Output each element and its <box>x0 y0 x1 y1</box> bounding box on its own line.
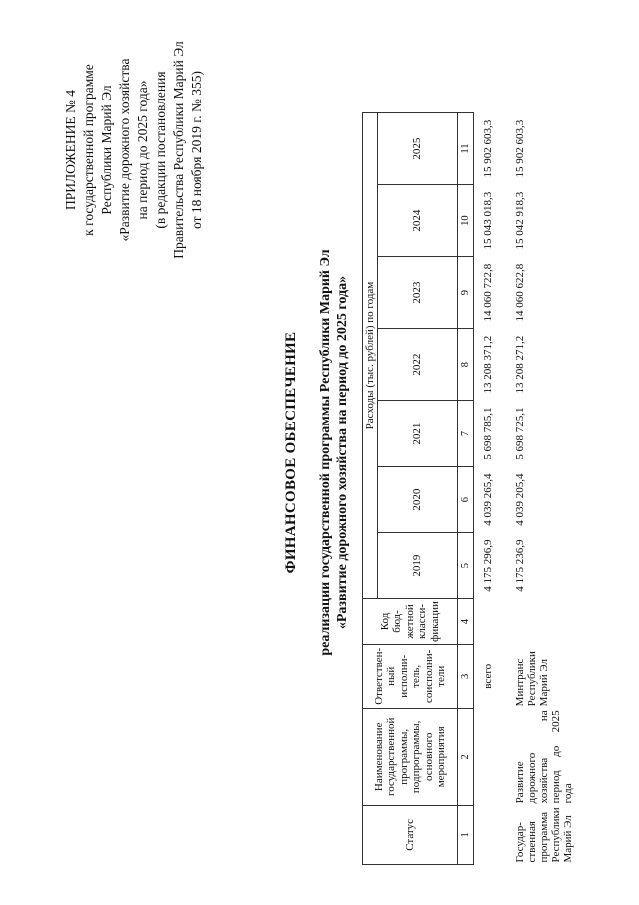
column-number: 3 <box>458 644 474 708</box>
row-value: 4 039 265,4 <box>482 473 494 526</box>
row-value: 15 042 918,3 <box>513 191 526 250</box>
header-year: 2024 <box>378 185 458 257</box>
column-number: 1 <box>458 805 474 864</box>
header-year: 2021 <box>378 401 458 467</box>
table-row <box>514 113 584 865</box>
column-number: 4 <box>458 599 474 645</box>
appendix-block <box>62 20 206 280</box>
header-status: Статус <box>363 805 458 864</box>
row-value: 5 698 785,1 <box>482 407 494 460</box>
row-value: 4 175 236,9 <box>513 539 526 592</box>
column-number: 2 <box>458 708 474 805</box>
row-value: 4 175 296,9 <box>482 539 494 592</box>
column-number-row <box>458 113 474 865</box>
appendix-line: от 18 ноября 2019 г. № 355) <box>189 71 204 229</box>
row-name <box>474 708 514 805</box>
header-expenses: Расходы (тыс. рублей) по годам <box>363 113 378 599</box>
column-number: 5 <box>458 533 474 599</box>
column-number: 10 <box>458 185 474 257</box>
header-name: Наименование государственной программы, подпрограммы, основного мероприятия <box>363 708 458 805</box>
row-value: 14 060 622,8 <box>513 263 526 322</box>
header-year: 2019 <box>378 533 458 599</box>
row-value: 15 902 603,3 <box>482 119 494 178</box>
row-code <box>474 599 514 645</box>
column-number: 11 <box>458 113 474 185</box>
header-year: 2025 <box>378 113 458 185</box>
appendix-line: Республики Марий Эл <box>99 85 114 215</box>
header-row <box>363 113 378 865</box>
row-status <box>474 805 514 864</box>
column-number: 9 <box>458 257 474 329</box>
column-number: 7 <box>458 401 474 467</box>
header-code: Код бюд-жетной класси-фикации <box>363 599 458 645</box>
document-heading <box>283 60 351 845</box>
appendix-line: к государственной программе <box>81 64 96 236</box>
row-responsible: всего <box>482 663 494 689</box>
program-name: «Развитие дорожного хозяйства на период до 2025 года» <box>335 275 350 630</box>
table-row <box>474 113 514 865</box>
column-number: 8 <box>458 329 474 401</box>
column-number: 6 <box>458 467 474 533</box>
row-value: 13 208 271,2 <box>513 335 526 394</box>
appendix-line: Правительства Республики Марий Эл <box>171 41 186 259</box>
row-value: 13 208 371,2 <box>482 335 494 394</box>
appendix-line: «Развитие дорожного хозяйства <box>117 58 132 242</box>
document-title: ФИНАНСОВОЕ ОБЕСПЕЧЕНИЕ <box>283 331 299 574</box>
row-name: Развитие дорожного хозяйства на период до 2025 года <box>513 710 574 804</box>
document-subtitle: реализации государственной программы Республики Марий Эл <box>318 249 333 656</box>
header-responsible: Ответствен-ный исполни-тель, соисполни-тели <box>363 644 458 708</box>
appendix-line: на период до 2025 года» <box>135 80 150 220</box>
appendix-line: (в редакции постановления <box>153 71 168 229</box>
header-year: 2022 <box>378 329 458 401</box>
header-year: 2020 <box>378 467 458 533</box>
header-year: 2023 <box>378 257 458 329</box>
row-value: 15 043 018,3 <box>482 191 494 250</box>
row-value: 4 039 205,4 <box>513 473 526 526</box>
appendix-line: ПРИЛОЖЕНИЕ № 4 <box>63 89 78 211</box>
row-code <box>514 599 584 645</box>
financing-table <box>362 112 584 865</box>
row-value: 14 060 722,8 <box>482 263 494 322</box>
row-value: 15 902 603,3 <box>513 119 526 178</box>
row-responsible: Минтранс Республики Марий Эл <box>513 651 550 707</box>
row-value: 5 698 725,1 <box>513 407 526 460</box>
row-status: Государ-ственная программа Республики Марий Эл <box>513 807 574 863</box>
